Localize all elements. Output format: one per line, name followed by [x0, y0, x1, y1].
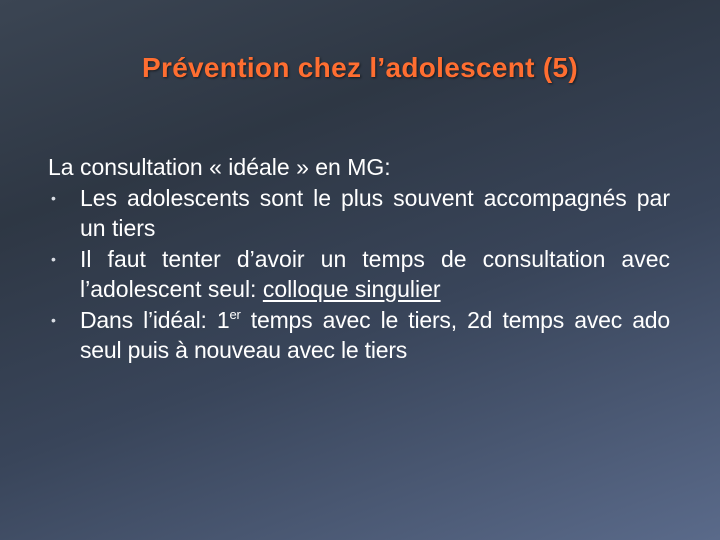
- bullet-item-alone-time: [48, 244, 670, 305]
- bullet-text: Il faut tenter d’avoir un temps de consultation avec l’adolescent seul:: [80, 245, 670, 302]
- bullet-icon: •: [51, 311, 56, 328]
- intro-text: La consultation « idéale » en MG:: [48, 154, 391, 180]
- ordinal-superscript: er: [229, 306, 241, 322]
- bullet-icon: •: [51, 189, 56, 206]
- bullet-item-ideal-sequence: [48, 305, 670, 366]
- bullet-icon: •: [51, 250, 56, 267]
- bullet-item-accompanied: [48, 183, 670, 244]
- bullet-list: [48, 183, 670, 366]
- slide-title: Prévention chez l’adolescent (5): [142, 52, 578, 83]
- bullet-text: Les adolescents sont le plus souvent accompagnés par un tiers: [80, 184, 670, 241]
- slide-content: [48, 152, 670, 366]
- underlined-term: colloque singulier: [262, 276, 441, 302]
- bullet-text-continued: temps avec le tiers, 2d temps avec ado seul puis à nouveau avec le tiers: [80, 306, 670, 363]
- bullet-text: Dans l’idéal: 1: [80, 306, 230, 333]
